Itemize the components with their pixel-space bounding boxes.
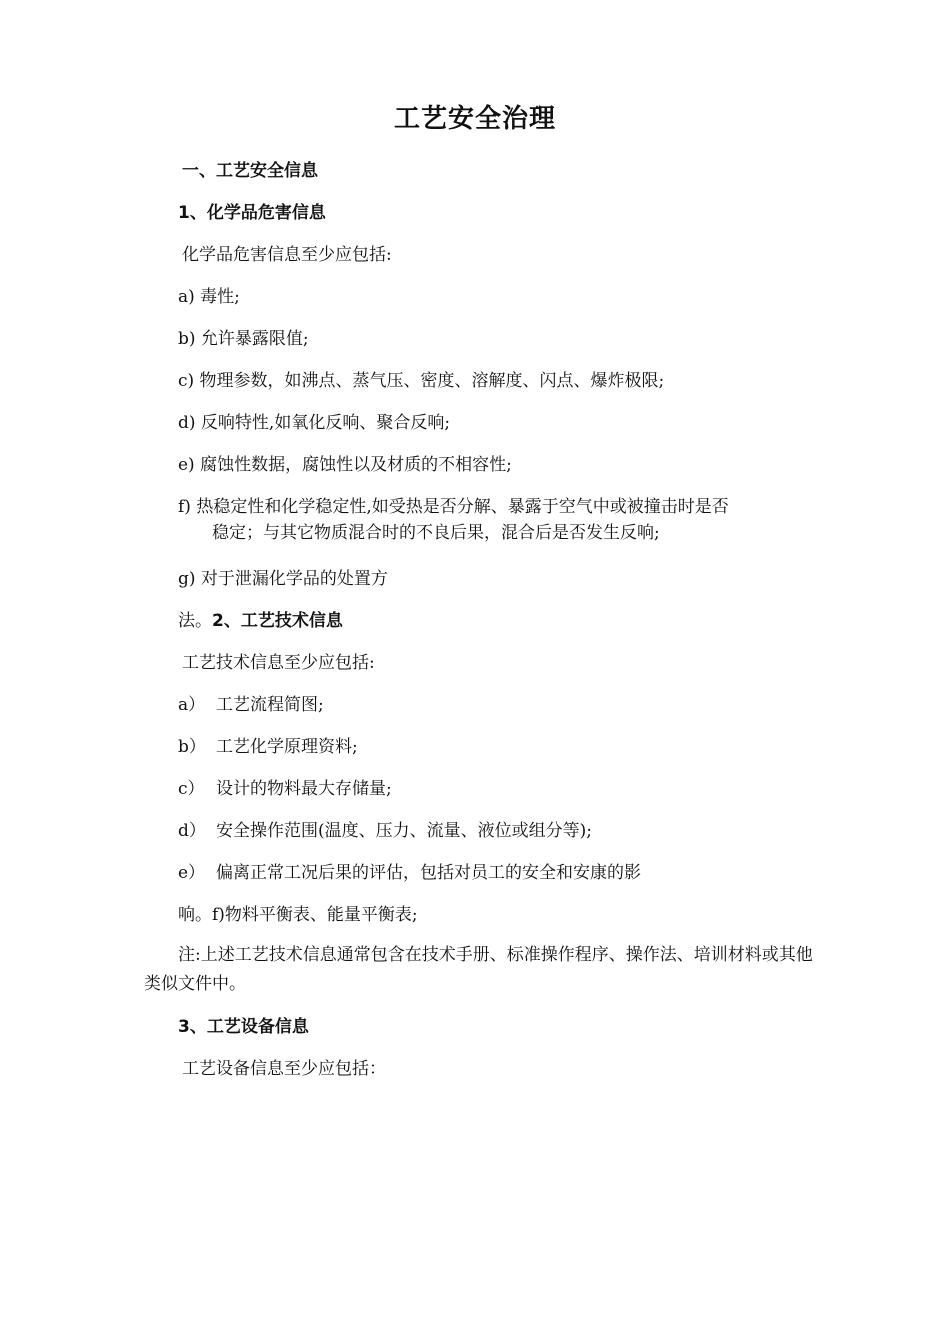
list-item-text: 工艺化学原理资料; <box>216 737 358 757</box>
list-item <box>178 734 358 760</box>
list-item <box>178 776 392 802</box>
note-paragraph: 注:上述工艺技术信息通常包含在技术手册、标准操作程序、操作法、培训材料或其他类似文件中。 <box>144 945 813 994</box>
list-item-text: 设计的物料最大存储量; <box>216 779 392 799</box>
list-item: b) 允许暴露限值; <box>178 329 309 349</box>
list-item-letter: a） <box>178 695 206 715</box>
list-item-continuation: 稳定；与其它物质混合时的不良后果，混合后是否发生反响; <box>212 523 660 543</box>
list-item-letter: c） <box>178 779 205 799</box>
subsection-heading-chemical-hazards: 1、化学品危害信息 <box>178 203 326 223</box>
subsection-heading-process-equipment: 3、工艺设备信息 <box>178 1017 309 1037</box>
list-item-line: f) 热稳定性和化学稳定性,如受热是否分解、暴露于空气中或被撞击时是否 <box>178 497 729 517</box>
list-item: d) 反响特性,如氧化反响、聚合反响; <box>178 413 451 433</box>
list-item: g) 对于泄漏化学品的处置方 <box>178 569 388 589</box>
list-item-letter: b） <box>178 737 206 757</box>
list-item <box>178 818 592 844</box>
list-item <box>178 494 818 546</box>
list-item-text: 工艺流程简图; <box>216 695 324 715</box>
list-item-text: 安全操作范围(温度、压力、流量、液位或组分等); <box>216 821 592 841</box>
process-equipment-intro: 工艺设备信息至少应包括： <box>182 1059 386 1079</box>
chemical-hazards-intro: 化学品危害信息至少应包括: <box>182 245 392 265</box>
list-item-letter: d） <box>178 821 206 841</box>
document-title: 工艺安全治理 <box>393 104 556 134</box>
process-technology-intro: 工艺技术信息至少应包括: <box>182 653 375 673</box>
section-heading: 一、工艺安全信息 <box>182 161 318 181</box>
list-item <box>178 692 324 718</box>
list-item-continuation-with-heading <box>178 608 343 634</box>
subsection-heading-process-technology: 2、工艺技术信息 <box>212 611 343 631</box>
list-item: e) 腐蚀性数据，腐蚀性以及材质的不相容性; <box>178 455 512 475</box>
list-item: c) 物理参数，如沸点、蒸气压、密度、溶解度、闪点、爆炸极限; <box>178 371 665 391</box>
list-item <box>178 860 641 886</box>
list-item-text: 偏离正常工况后果的评估，包括对员工的安全和安康的影 <box>216 863 641 883</box>
list-item-letter: e） <box>178 863 206 883</box>
list-item-continuation: 响。f)物料平衡表、能量平衡表; <box>178 905 418 925</box>
list-item: a) 毒性; <box>178 287 240 307</box>
list-item-continuation: 法。 <box>178 611 212 631</box>
